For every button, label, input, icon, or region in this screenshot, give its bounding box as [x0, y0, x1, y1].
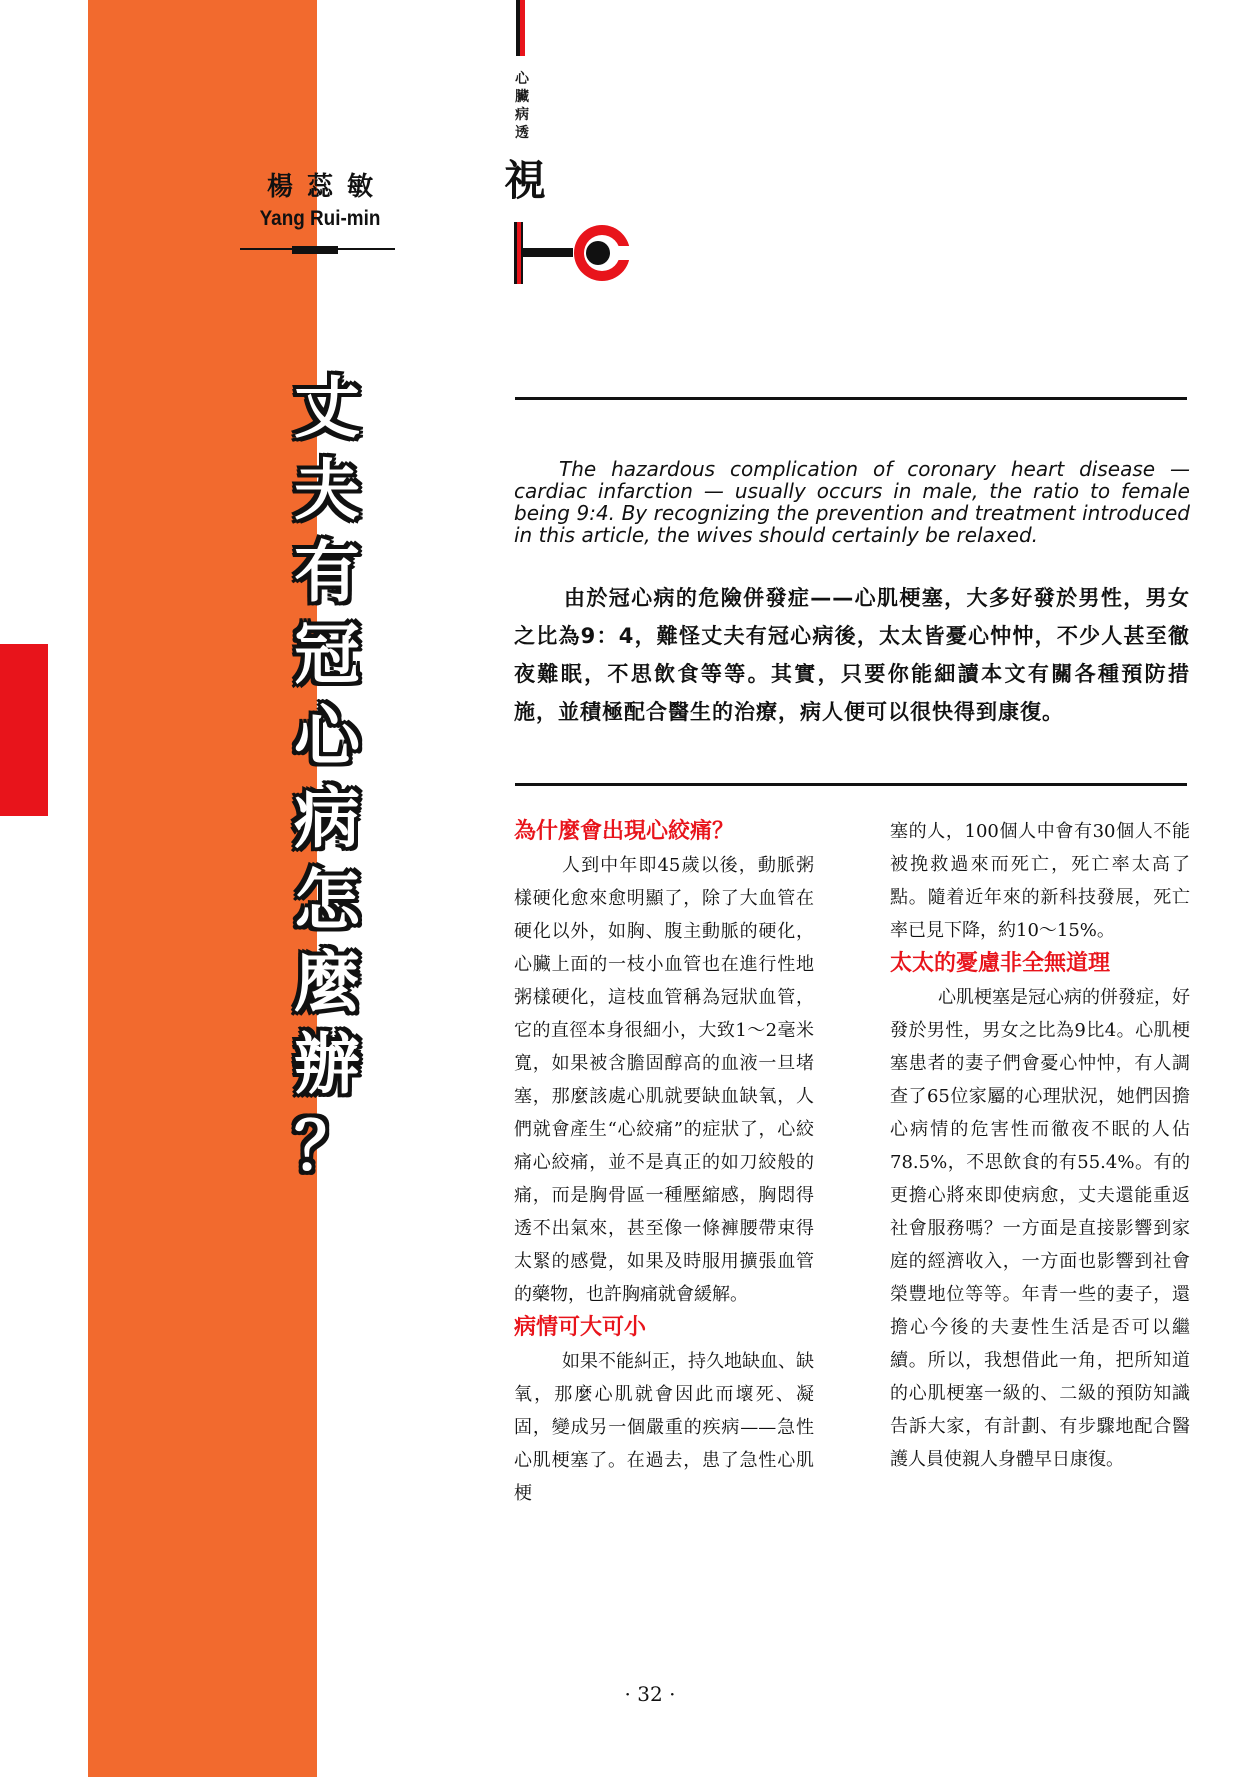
body-paragraph: 塞的人，100個人中會有30個人不能被挽救過來而死亡，死亡率太高了點。隨着近年來的新科技發展，死亡率已見下降，約10～15%。: [890, 821, 1190, 941]
middle-rule: [515, 783, 1187, 786]
abstract-chinese: 由於冠心病的危險併發症——心肌梗塞，大多好發於男性，男女之比為9：4，難怪丈夫有冠心病後，太太皆憂心忡忡，不少人甚至徹夜難眠，不思飲食等等。其實，只要你能細讀本文有關各種預防措施，並積極配合醫生的治療，病人便可以很快得到康復。: [514, 586, 1190, 724]
author-rule-mark: [292, 246, 338, 254]
title-character: 夫: [294, 452, 360, 529]
article-title: [282, 368, 372, 1188]
author-byline: [240, 166, 400, 231]
title-character: 怎: [294, 862, 360, 939]
body-column-right: [890, 815, 1190, 1476]
title-character: 麼: [294, 944, 360, 1021]
section-label-bar: [516, 0, 525, 56]
abstract-english: The hazardous complication of coronary heart disease — cardiac infarction — usually occurs in male, the ratio to female being 9:4. By recognizing the prevention and treatment introduced in this article, the wives should certainly be relaxed.: [514, 457, 1190, 547]
body-paragraph: 心肌梗塞是冠心病的併發症，好發於男性，男女之比為9比4。心肌梗塞患者的妻子們會憂心忡忡，有人調查了65位家屬的心理狀況，她們因擔心病情的危害性而徹夜不眠的人佔78.5%，不思飲食的有55.4%。有的更擔心將來即使病愈，丈夫還能重返社會服務嗎？一方面是直接影響到家庭的經濟收入，一方面也影響到社會榮豐地位等等。年青一些的妻子，還擔心今後的夫妻性生活是否可以繼續。所以，我想借此一角，把所知道的心肌梗塞一級的、二級的預防知識告訴大家，有計劃、有步驟地配合醫護人員使親人身體早日康復。: [890, 987, 1190, 1470]
section-label-big: 視: [504, 156, 547, 205]
title-character: 病: [294, 780, 360, 857]
title-character: ？: [294, 1108, 360, 1185]
page-number: · 32 ·: [624, 1682, 676, 1706]
section-heading: 太太的憂慮非全無道理: [890, 951, 1111, 976]
author-name-cn: 楊蕊敏: [266, 172, 387, 202]
body-column-left: [514, 815, 814, 1510]
section-heading: 病情可大可小: [514, 1315, 647, 1340]
hc-logo: [514, 222, 654, 284]
section-label-small: 心臟病透: [515, 71, 529, 141]
title-character: 有: [294, 534, 360, 611]
body-paragraph: 如果不能糾正，持久地缺血、缺氧，那麼心肌就會因此而壞死、凝固，變成另一個嚴重的疾病——急性心肌梗塞了。在過去，患了急性心肌梗: [514, 1351, 814, 1504]
title-character: 辦: [294, 1026, 360, 1103]
top-rule: [515, 397, 1187, 400]
title-character: 丈: [294, 370, 360, 447]
body-paragraph: 人到中年即45歲以後，動脈粥樣硬化愈來愈明顯了，除了大血管在硬化以外，如胸、腹主動脈的硬化，心臟上面的一枝小血管也在進行性地粥樣硬化，這枝血管稱為冠狀血管，它的直徑本身很細小，大致1～2毫米寬，如果被含膽固醇高的血液一旦堵塞，那麼該處心肌就要缺血缺氧，人們就會產生“心絞痛”的症狀了，心絞痛心絞痛，並不是真正的如刀絞般的痛，而是胸骨區一種壓縮感，胸悶得透不出氣來，甚至像一條褲腰帶束得太緊的感覺，如果及時服用擴張血管的藥物，也許胸痛就會緩解。: [514, 855, 814, 1305]
section-heading: 為什麼會出現心絞痛？: [514, 819, 735, 844]
title-character: 心: [294, 698, 360, 775]
author-name-en: Yang Rui-min: [259, 207, 381, 230]
red-edge-tab: [0, 644, 48, 816]
title-character: 冠: [294, 616, 360, 693]
